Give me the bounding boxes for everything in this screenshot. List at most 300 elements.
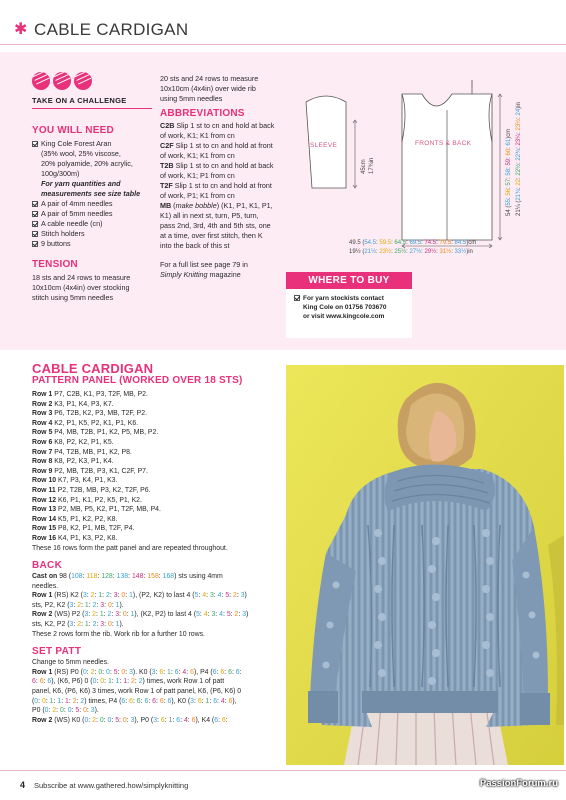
text-segment: 5 bbox=[196, 611, 200, 619]
text-segment: 6 bbox=[221, 716, 226, 724]
page-number: 4 bbox=[20, 780, 26, 790]
text-segment: 6 bbox=[159, 668, 164, 676]
text-segment: 0 bbox=[41, 697, 46, 705]
text-segment: 2 bbox=[72, 697, 77, 705]
text-segment: : bbox=[209, 697, 214, 705]
text-segment: : bbox=[63, 707, 68, 715]
text-segment: 2 bbox=[77, 601, 82, 609]
text-segment: 3 bbox=[130, 716, 135, 724]
text-segment: ) bbox=[246, 611, 249, 619]
text-segment: 0 bbox=[82, 668, 87, 676]
garment-photo bbox=[286, 365, 564, 765]
text-segment: : bbox=[119, 611, 123, 619]
list-item: A pair of 4mm needles bbox=[32, 199, 152, 209]
text-segment: : bbox=[516, 160, 522, 164]
text-segment: 79.5 bbox=[439, 240, 452, 246]
text-segment: 1 bbox=[115, 621, 120, 629]
yarn-ball-icon bbox=[74, 72, 92, 90]
text-segment: : bbox=[178, 668, 183, 676]
text-segment: : bbox=[48, 707, 53, 715]
list-item: King Cole Forest Aran bbox=[32, 139, 152, 149]
text-segment: : bbox=[164, 716, 169, 724]
list-item: A pair of 5mm needles bbox=[32, 209, 152, 219]
text-segment: : bbox=[156, 697, 160, 705]
text-segment: 74.5 bbox=[424, 240, 437, 246]
instruction-line bbox=[32, 697, 278, 707]
text-segment: 0 bbox=[122, 611, 127, 619]
text-segment: : bbox=[516, 145, 522, 149]
text-segment: 22½ bbox=[516, 163, 522, 176]
text-segment: : bbox=[128, 573, 132, 581]
text-segment: 2 bbox=[90, 592, 95, 600]
text-segment: 27½ bbox=[409, 249, 422, 255]
pattern-row: Row 9 P2, MB, T2B, P3, K1, C2F, P7. bbox=[32, 467, 148, 475]
footer-divider bbox=[0, 770, 566, 771]
text-segment: 98 ( bbox=[57, 573, 72, 581]
text-segment: 5 bbox=[225, 592, 230, 600]
text-segment: : bbox=[516, 130, 522, 134]
text-segment: 33½ bbox=[454, 249, 467, 255]
text-segment: : bbox=[86, 668, 91, 676]
abbreviations-heading: ABBREVIATIONS bbox=[160, 108, 245, 119]
text-segment: P0 ( bbox=[32, 707, 45, 715]
text-segment: 4 bbox=[202, 592, 207, 600]
text-segment: 22¾ bbox=[516, 148, 522, 161]
text-segment: 3 bbox=[153, 716, 158, 724]
materials-list bbox=[32, 139, 152, 149]
pattern-row: Row 4 K2, P1, K5, P2, K1, P1, K6. bbox=[32, 419, 139, 427]
checkbox-icon bbox=[32, 221, 38, 227]
text-segment: 0 bbox=[34, 697, 39, 705]
subscribe-link[interactable]: Subscribe at www.gathered.how/simplyknitting bbox=[34, 781, 189, 790]
text-segment: 2 bbox=[77, 621, 82, 629]
text-segment: : bbox=[198, 592, 203, 600]
text-segment: 5 bbox=[115, 716, 120, 724]
text-segment: : bbox=[421, 249, 425, 255]
text-segment: : bbox=[217, 697, 221, 705]
pattern-title: CABLE CARDIGAN bbox=[32, 361, 154, 376]
text-segment: 21¼ ( bbox=[516, 200, 522, 216]
text-segment: : bbox=[79, 707, 84, 715]
star-icon: ✱ bbox=[14, 21, 28, 38]
checkbox-icon bbox=[32, 201, 38, 207]
pattern-rows bbox=[32, 390, 278, 544]
text-segment: : bbox=[88, 621, 93, 629]
abbreviation-entry: T2F Slip 1 st to cn and hold at front bbox=[160, 181, 272, 190]
text-segment: ). K0 ( bbox=[132, 668, 152, 676]
instruction-line bbox=[32, 630, 278, 640]
text-segment: 29½ bbox=[424, 249, 437, 255]
text-segment: )cm bbox=[466, 240, 477, 246]
text-segment: : bbox=[229, 592, 233, 600]
checkbox-icon bbox=[32, 231, 38, 237]
abbreviation-entry: C2B Slip 1 st to cn and hold at back bbox=[160, 121, 275, 130]
instruction-line bbox=[32, 591, 278, 601]
set-patt-instructions bbox=[32, 658, 278, 725]
rib-tension: 20 sts and 24 rows to measure bbox=[160, 74, 259, 83]
text-segment: : bbox=[117, 592, 122, 600]
text-segment: 54.5 bbox=[364, 240, 377, 246]
pattern-row: Row 5 P4, MB, T2B, P1, K2, P5, MB, P2. bbox=[32, 429, 159, 437]
text-segment: : bbox=[224, 697, 229, 705]
text-segment: 24 bbox=[516, 108, 522, 116]
text-segment: 0 bbox=[107, 716, 112, 724]
text-segment: 2 bbox=[106, 592, 110, 600]
text-segment: : bbox=[206, 592, 210, 600]
abbreviation-entry: of work, K1; K1 from cn bbox=[160, 151, 235, 160]
sleeve-length-cm: 45cm bbox=[361, 159, 367, 174]
text-segment: : bbox=[148, 697, 153, 705]
text-segment: 1 bbox=[57, 697, 62, 705]
text-segment: 21½ bbox=[364, 249, 377, 255]
yarn-note: measurements see size table bbox=[41, 189, 141, 198]
text-segment: : bbox=[140, 697, 145, 705]
pattern-row: Row 14 K5, P1, K2, P2, K8. bbox=[32, 515, 118, 523]
text-segment: 1 bbox=[115, 678, 120, 686]
see-also: For a full list see page 79 in bbox=[160, 260, 248, 269]
text-segment: : bbox=[73, 601, 78, 609]
text-segment: 3 bbox=[113, 592, 118, 600]
body-label: FRONTS & BACK bbox=[415, 140, 472, 147]
text-segment: : bbox=[103, 716, 108, 724]
abbreviations-column bbox=[160, 74, 282, 280]
pattern-row: Row 3 P6, T2B, K2, P3, MB, T2F, P2. bbox=[32, 410, 148, 418]
text-segment: ) times, work Row 1 of patt bbox=[142, 678, 225, 686]
page-header bbox=[0, 0, 566, 52]
text-segment: : bbox=[68, 697, 73, 705]
text-segment: 2 bbox=[52, 707, 57, 715]
instruction-line bbox=[32, 601, 278, 611]
text-segment: : bbox=[73, 621, 78, 629]
text-segment: : bbox=[186, 668, 191, 676]
rib-tension: 10x10cm (4x4in) over wide rib bbox=[160, 84, 256, 93]
text-segment: )cm bbox=[506, 128, 512, 139]
text-segment: 2 bbox=[233, 592, 237, 600]
body-width-cm bbox=[349, 240, 476, 246]
text-segment: 1 bbox=[115, 601, 120, 609]
text-segment: 57 bbox=[506, 178, 512, 186]
text-segment: (WS) P2 ( bbox=[52, 611, 85, 619]
checkbox-icon bbox=[32, 241, 38, 247]
text-segment: : bbox=[109, 668, 114, 676]
text-segment: 3 bbox=[100, 621, 105, 629]
instruction-line bbox=[32, 668, 278, 678]
abbreviation-entry: of work, K1; K1 from cn bbox=[160, 131, 235, 140]
text-segment: 5 bbox=[113, 668, 118, 676]
text-segment: 2 bbox=[90, 668, 95, 676]
back-instructions bbox=[32, 572, 278, 639]
yarn-composition: 100g/300m) bbox=[41, 169, 80, 178]
text-segment: ). bbox=[119, 621, 124, 629]
text-segment: ), (K2, P2) to last 4 ( bbox=[134, 611, 197, 619]
text-segment: Row 2 bbox=[32, 716, 53, 724]
where-to-buy-text: For yarn stockists contact King Cole on 01756 703670 or visit www.kingcole.com bbox=[294, 294, 408, 321]
text-segment: 1 bbox=[107, 678, 112, 686]
text-segment: : bbox=[216, 668, 221, 676]
text-segment: 0 bbox=[121, 592, 126, 600]
text-segment: : bbox=[163, 668, 168, 676]
text-segment: 1 bbox=[49, 697, 54, 705]
text-segment: : bbox=[222, 611, 227, 619]
pattern-instructions bbox=[32, 362, 278, 725]
text-segment: 118 bbox=[86, 573, 98, 581]
text-segment: : bbox=[236, 592, 241, 600]
abbreviation-entry: K1) all in next st, turn, P5, turn, bbox=[160, 211, 259, 220]
sleeve-label: SLEEVE bbox=[310, 142, 338, 149]
text-segment: ), K0 ( bbox=[171, 697, 191, 705]
tension-text: stitch using 5mm needles bbox=[32, 293, 114, 302]
text-segment: : bbox=[451, 240, 455, 246]
text-segment: 3 bbox=[90, 707, 95, 715]
text-segment: : bbox=[86, 592, 91, 600]
text-segment: 6 bbox=[159, 697, 164, 705]
text-segment: sts, K2, P2 ( bbox=[32, 621, 70, 629]
list-item: 9 buttons bbox=[32, 239, 152, 249]
text-segment: : bbox=[88, 601, 93, 609]
text-segment: ). bbox=[94, 707, 99, 715]
text-segment: 0 bbox=[100, 678, 105, 686]
set-patt-heading: SET PATT bbox=[32, 646, 82, 658]
text-segment: (WS) K0 ( bbox=[52, 716, 85, 724]
text-segment: 108 bbox=[71, 573, 83, 581]
text-segment: : bbox=[221, 592, 226, 600]
text-segment: 2 bbox=[92, 611, 96, 619]
text-segment: : bbox=[96, 678, 101, 686]
text-segment: 23¼ bbox=[516, 133, 522, 146]
text-segment: sts, P2, K2 ( bbox=[32, 601, 70, 609]
text-segment: 84.5 bbox=[454, 240, 467, 246]
rib-tension: using 5mm needles bbox=[160, 94, 223, 103]
text-segment: 1 bbox=[167, 668, 171, 676]
yarn-note: For yarn quantities and bbox=[41, 179, 121, 188]
text-segment: : bbox=[82, 573, 87, 581]
repeat-note: These 16 rows form the patt panel and are repeated throughout. bbox=[32, 544, 228, 552]
text-segment: : bbox=[94, 668, 99, 676]
text-segment: : bbox=[111, 611, 116, 619]
text-segment: : bbox=[239, 668, 242, 676]
text-segment: 1 bbox=[168, 716, 173, 724]
text-segment: 148 bbox=[131, 573, 144, 581]
text-segment: 6 bbox=[39, 678, 44, 686]
text-segment: : bbox=[104, 601, 108, 609]
text-segment: 64.5 bbox=[394, 240, 407, 246]
instruction-line bbox=[32, 620, 278, 630]
text-segment: 4 bbox=[220, 697, 225, 705]
text-segment: : bbox=[406, 240, 410, 246]
text-segment: : bbox=[193, 697, 198, 705]
text-segment: 2 bbox=[107, 611, 112, 619]
text-segment: 2 bbox=[92, 621, 97, 629]
yarn-ball-icon bbox=[32, 72, 50, 90]
text-segment: 0 bbox=[99, 716, 104, 724]
text-segment: )in bbox=[516, 102, 522, 109]
text-segment: 3 bbox=[100, 601, 105, 609]
text-segment: 58 bbox=[506, 168, 512, 176]
text-segment: : bbox=[53, 697, 58, 705]
text-segment: 3 bbox=[240, 592, 245, 600]
text-segment: : bbox=[126, 611, 131, 619]
text-segment: needles. bbox=[32, 582, 59, 590]
text-segment: 2 bbox=[92, 716, 96, 724]
text-segment: : bbox=[506, 155, 512, 159]
text-segment: : bbox=[88, 716, 93, 724]
text-segment: : bbox=[102, 592, 106, 600]
pattern-row: Row 12 K6, P1, K1, P2, K5, P1, K2. bbox=[32, 496, 142, 504]
text-segment: : bbox=[127, 678, 132, 686]
text-segment: 128 bbox=[101, 573, 113, 581]
text-segment: 1 bbox=[99, 611, 104, 619]
pattern-row: Row 6 K8, P2, K2, P1, K5. bbox=[32, 438, 114, 446]
text-segment: 3 bbox=[151, 668, 156, 676]
text-segment: : bbox=[125, 668, 130, 676]
text-segment: 1 bbox=[84, 601, 89, 609]
text-segment: 0 bbox=[107, 621, 112, 629]
text-segment: : bbox=[103, 611, 108, 619]
text-segment: 0 bbox=[83, 707, 87, 715]
difficulty-rating bbox=[32, 72, 152, 90]
instruction-line bbox=[32, 610, 278, 620]
abbreviation-entry: C2F Slip 1 st to cn and hold at front bbox=[160, 141, 273, 150]
text-segment: : bbox=[88, 611, 93, 619]
text-segment: (RS) P0 ( bbox=[52, 668, 83, 676]
text-segment: ), P4 ( bbox=[193, 668, 213, 676]
watermark: PassionForum.ru bbox=[479, 778, 558, 789]
text-segment: : bbox=[451, 249, 455, 255]
text-segment: 3 bbox=[129, 668, 133, 676]
text-segment: : bbox=[187, 716, 192, 724]
text-segment: : bbox=[112, 573, 117, 581]
text-segment: 0 bbox=[121, 668, 126, 676]
text-segment: 3 bbox=[242, 611, 247, 619]
text-segment: : bbox=[86, 707, 91, 715]
text-segment: : bbox=[45, 697, 50, 705]
text-segment: 6 bbox=[160, 716, 165, 724]
text-segment: 6 bbox=[32, 678, 36, 686]
text-segment: : bbox=[516, 185, 522, 189]
text-segment: : bbox=[170, 668, 175, 676]
text-segment: 31½ bbox=[439, 249, 452, 255]
text-segment: : bbox=[109, 592, 114, 600]
text-segment: 1 bbox=[84, 621, 89, 629]
text-segment: : bbox=[61, 697, 66, 705]
text-segment: 6 bbox=[197, 697, 202, 705]
text-segment: : bbox=[76, 697, 81, 705]
pattern-row: Row 15 P8, K2, P1, MB, T2F, P4. bbox=[32, 525, 135, 533]
text-segment: ), K4 ( bbox=[195, 716, 215, 724]
text-segment: 4 bbox=[183, 716, 188, 724]
text-segment: 168 bbox=[162, 573, 175, 581]
text-segment: 6 bbox=[152, 697, 156, 705]
text-segment: 5 bbox=[194, 592, 199, 600]
text-segment: : bbox=[506, 145, 512, 149]
text-segment: : bbox=[406, 249, 410, 255]
pattern-row: Row 11 P2, T2B, MB, P3, K2, T2F, P6. bbox=[32, 486, 151, 494]
text-segment: 3 bbox=[82, 592, 87, 600]
instruction-line bbox=[32, 716, 278, 726]
text-segment: : bbox=[215, 611, 220, 619]
where-to-buy-box bbox=[286, 272, 412, 338]
text-segment: : bbox=[125, 697, 130, 705]
text-segment: 0 bbox=[67, 707, 72, 715]
text-segment: 3 bbox=[84, 611, 89, 619]
text-segment: : bbox=[506, 185, 512, 189]
text-segment: 6 bbox=[228, 668, 232, 676]
text-segment: ) bbox=[244, 592, 247, 600]
text-segment: 4 bbox=[217, 592, 222, 600]
text-segment: : bbox=[119, 716, 123, 724]
text-segment: Change to 5mm needles. bbox=[32, 659, 109, 667]
body-length-in bbox=[516, 102, 522, 216]
text-segment: ), bbox=[232, 697, 237, 705]
page-title: CABLE CARDIGAN bbox=[34, 20, 189, 39]
instruction-line bbox=[32, 687, 278, 697]
text-segment: : bbox=[56, 707, 61, 715]
text-segment: ( bbox=[32, 697, 35, 705]
abbreviation-entry: of work, P1; K1 from cn bbox=[160, 191, 235, 200]
text-segment: 1 bbox=[98, 592, 103, 600]
text-segment: : bbox=[180, 716, 184, 724]
abbreviation-entry: pass 2nd, 3rd, 4th and 5th sts, one bbox=[160, 221, 271, 230]
instruction-line bbox=[32, 572, 278, 582]
text-segment: panel, K6, (P6, K6) 3 times, work Row 1 of patt panel, K6, (P6, K6) 0 bbox=[32, 688, 242, 696]
text-segment: 21¾ bbox=[516, 188, 522, 201]
text-segment: : bbox=[213, 592, 218, 600]
text-segment: : bbox=[117, 668, 122, 676]
text-segment: : bbox=[111, 621, 116, 629]
text-segment: 0 bbox=[60, 707, 64, 715]
yarn-ball-icon bbox=[53, 72, 71, 90]
text-segment: 49.5 ( bbox=[349, 240, 365, 246]
text-segment: : bbox=[230, 611, 235, 619]
pattern-row: Row 1 P7, C2B, K1, P3, T2F, MB, P2. bbox=[32, 391, 148, 398]
sleeve-length-in: 17¾in bbox=[369, 157, 375, 174]
text-segment: : bbox=[516, 115, 522, 119]
text-segment: : bbox=[126, 716, 131, 724]
text-segment: : bbox=[111, 716, 116, 724]
photo-illustration bbox=[286, 365, 564, 765]
text-segment: : bbox=[506, 175, 512, 179]
text-segment: 6 bbox=[144, 697, 149, 705]
text-segment: : bbox=[225, 716, 228, 724]
pattern-row: Row 16 K4, P1, K3, P2, K8. bbox=[32, 534, 118, 542]
text-segment: 22 bbox=[516, 178, 522, 186]
text-segment: 59 bbox=[506, 158, 512, 166]
text-segment: 6 bbox=[213, 697, 218, 705]
text-segment: 6 bbox=[167, 697, 172, 705]
text-segment: : bbox=[163, 697, 168, 705]
text-segment: : bbox=[111, 601, 116, 609]
abbreviation-entry: at a time, over first stitch, then K bbox=[160, 231, 263, 240]
text-segment: ). bbox=[119, 601, 124, 609]
text-segment: : bbox=[38, 697, 42, 705]
text-segment: 3 bbox=[209, 592, 214, 600]
text-segment: 6 bbox=[235, 668, 240, 676]
see-also: Simply Knitting magazine bbox=[160, 270, 241, 279]
text-segment: 1 bbox=[123, 678, 128, 686]
text-segment: 4 bbox=[203, 611, 208, 619]
text-segment: 4 bbox=[182, 668, 187, 676]
header-divider bbox=[0, 44, 566, 45]
text-segment: 25½ bbox=[394, 249, 407, 255]
text-segment: 0 bbox=[107, 601, 112, 609]
text-segment: : bbox=[81, 601, 85, 609]
abbreviation-entry: of work, K1; P1 from cn bbox=[160, 171, 235, 180]
text-segment: : bbox=[172, 716, 177, 724]
text-segment: : bbox=[207, 611, 212, 619]
text-segment: : bbox=[516, 175, 522, 179]
text-segment: These 2 rows form the rib. Work rib for a further 10 rows. bbox=[32, 630, 205, 638]
text-segment: 56 bbox=[506, 188, 512, 196]
